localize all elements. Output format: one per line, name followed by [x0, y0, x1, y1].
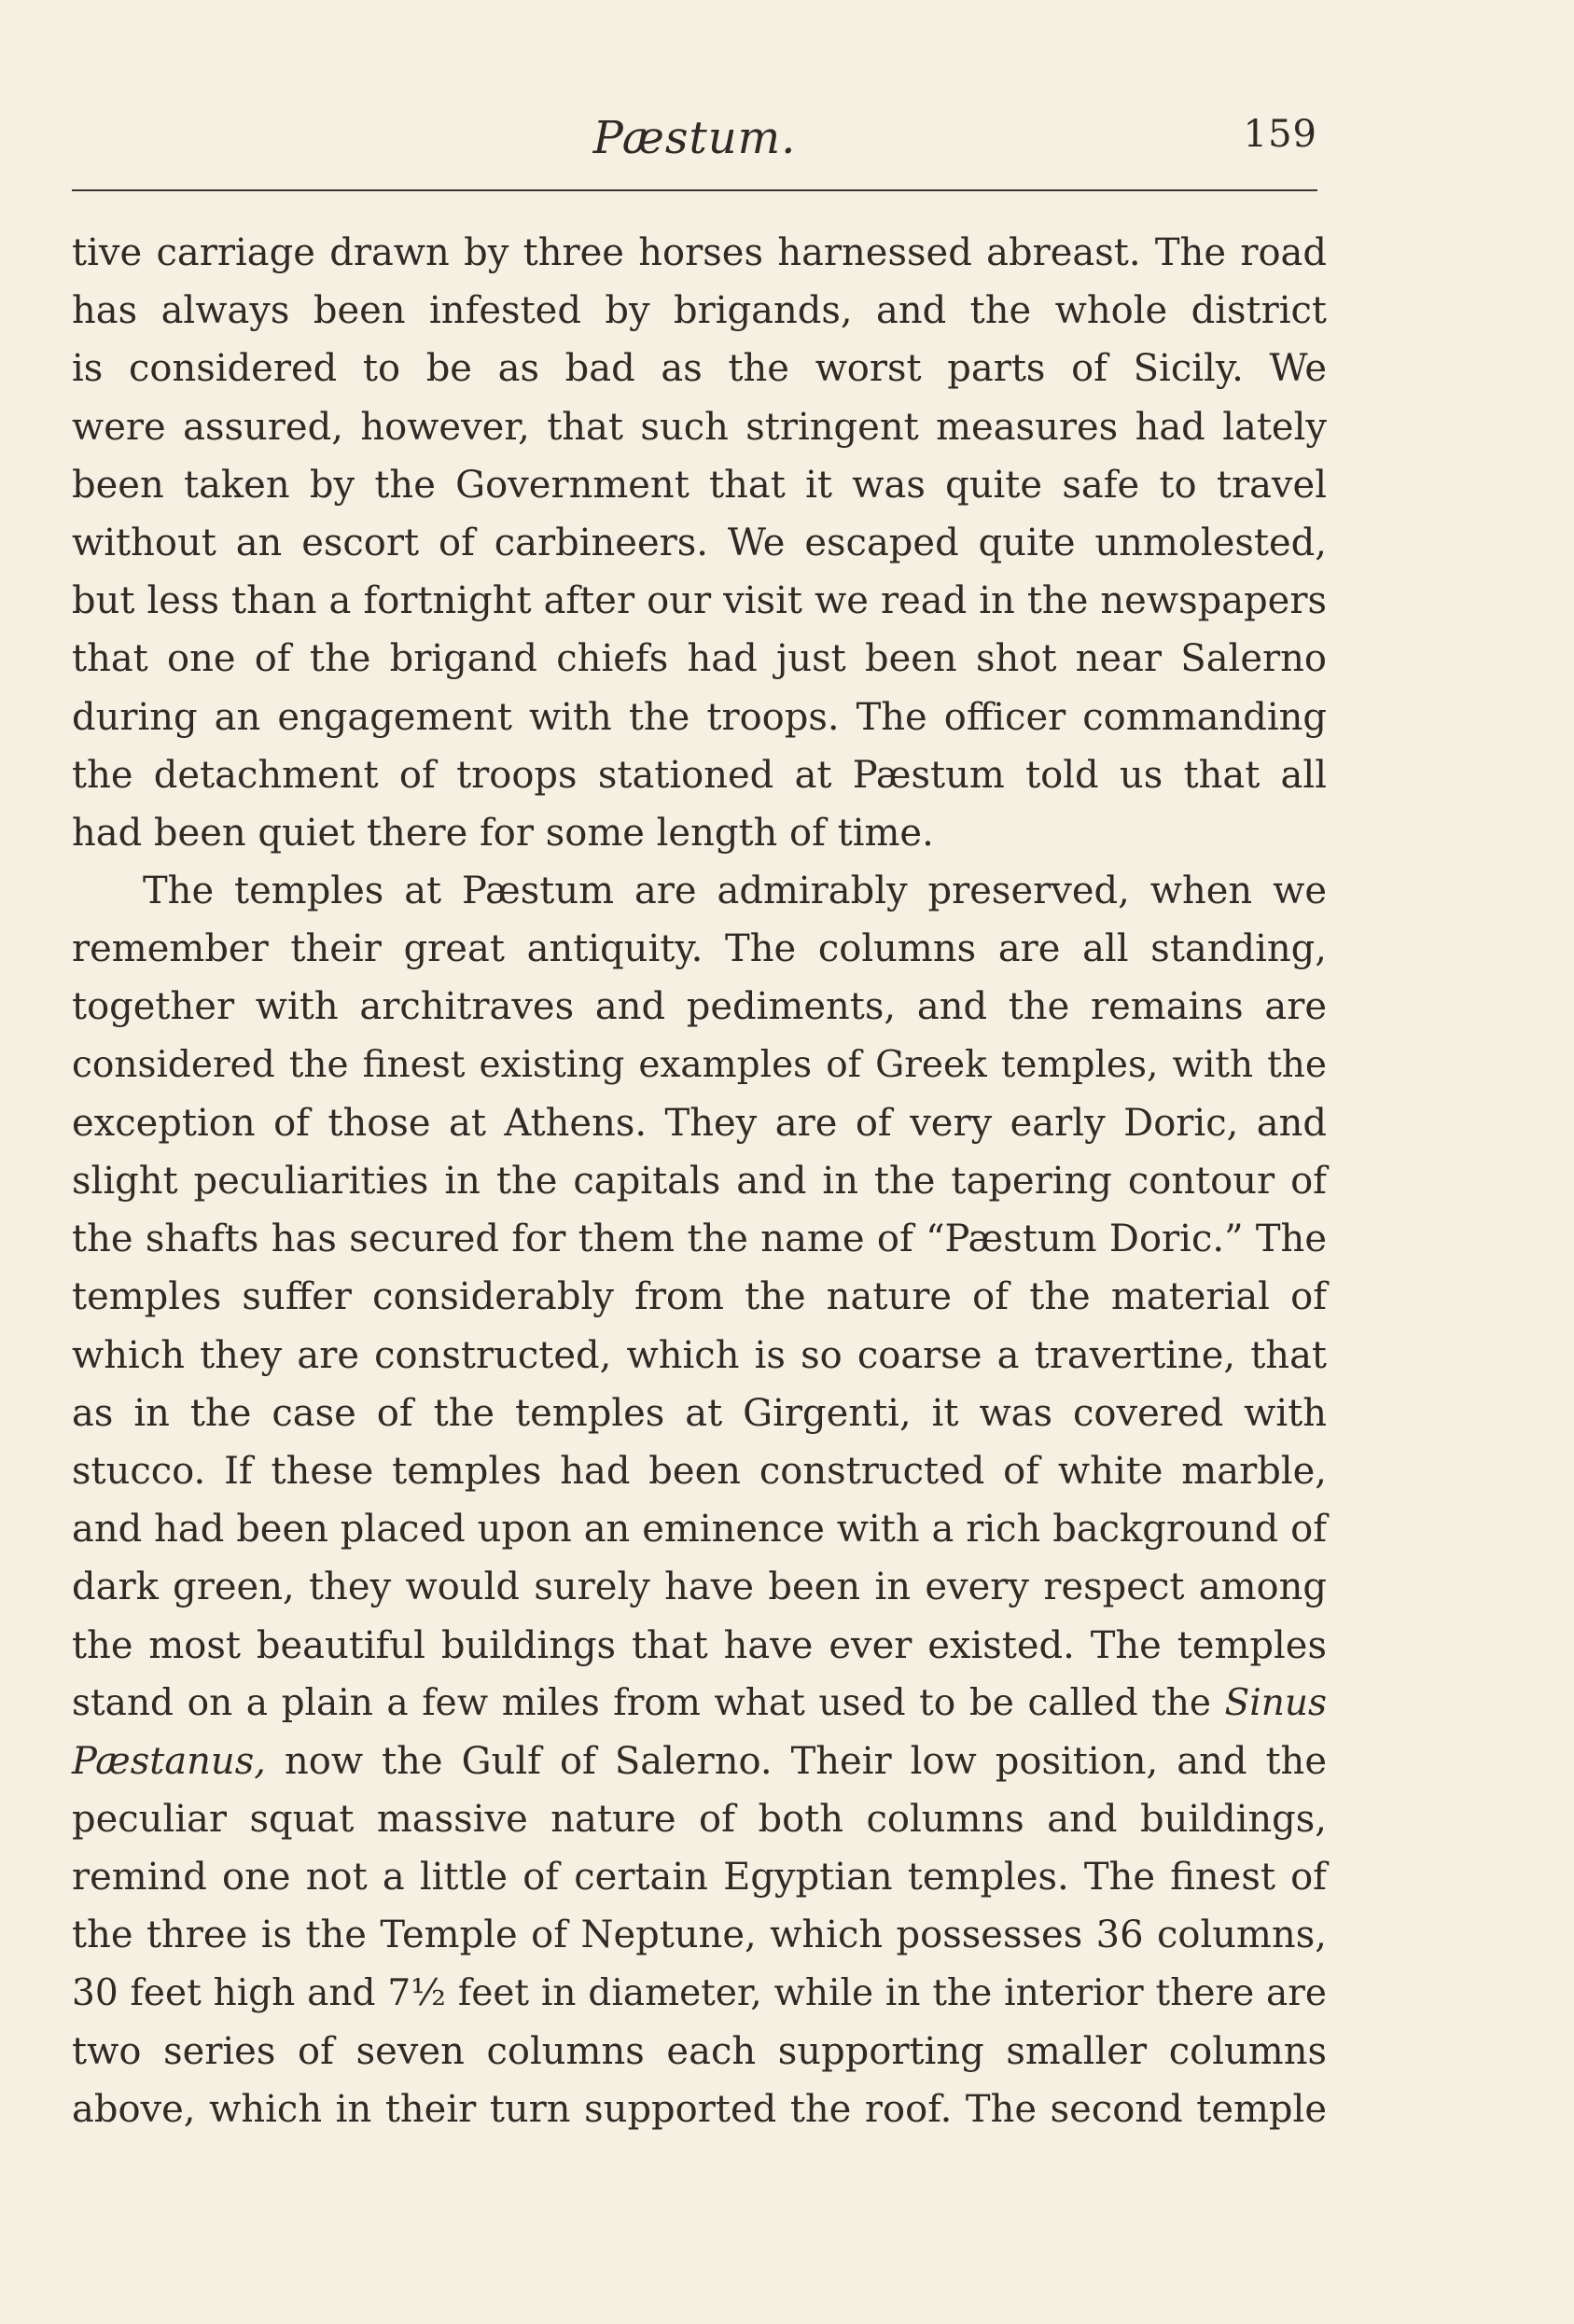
- text-line: is considered to be as bad as the worst parts of Sicily. We: [72, 347, 1327, 391]
- text-line: but less than a fortnight after our visit we read in the newspapers: [72, 579, 1327, 623]
- text-line: slight peculiarities in the capitals and in the tapering contour of: [72, 1160, 1327, 1203]
- text-line: which they are constructed, which is so coarse a travertine, that: [72, 1333, 1327, 1377]
- text-line: and had been placed upon an eminence with a rich background of: [72, 1508, 1327, 1552]
- text-line: 30 feet high and 7½ feet in diameter, while in the interior there are: [72, 1971, 1327, 2014]
- text-line: remind one not a little of certain Egyptian temples. The finest of: [72, 1856, 1327, 1900]
- body-text: [72, 224, 1327, 2138]
- text-line: temples suffer considerably from the nature of the material of: [72, 1275, 1327, 1319]
- text-segment: now the Gulf of Salerno. Their low position, and the: [284, 1739, 1327, 1783]
- text-line: during an engagement with the troops. The officer commanding: [72, 695, 1327, 739]
- text-line: been taken by the Government that it was quite safe to travel: [72, 463, 1327, 507]
- text-line: has always been infested by brigands, and the whole district: [72, 289, 1327, 333]
- text-line: dark green, they would surely have been in every respect among: [72, 1566, 1327, 1609]
- text-line: tive carriage drawn by three horses harnessed abreast. The road: [72, 231, 1327, 274]
- text-line: considered the finest existing examples of Greek temples, with the: [72, 1043, 1327, 1086]
- running-title: Pæstum.: [592, 112, 797, 164]
- italic-term: Pæstanus,: [72, 1739, 266, 1783]
- text-line: peculiar squat massive nature of both columns and buildings,: [72, 1798, 1327, 1842]
- text-line: were assured, however, that such stringent measures had lately: [72, 405, 1327, 449]
- text-segment: stand on a plain a few miles from what used to be called the: [72, 1681, 1211, 1724]
- text-line-with-italic: [72, 1675, 1327, 1733]
- text-line: above, which in their turn supported the roof. The second temple: [72, 2088, 1327, 2131]
- text-line: the shafts has secured for them the name of “Pæstum Doric.” The: [72, 1218, 1327, 1261]
- text-line: the three is the Temple of Neptune, which possesses 36 columns,: [72, 1913, 1327, 1957]
- text-line: stucco. If these temples had been constructed of white marble,: [72, 1449, 1327, 1493]
- text-line: without an escort of carbineers. We escaped quite unmolested,: [72, 521, 1327, 564]
- text-line: The temples at Pæstum are admirably preserved, when we: [143, 870, 1327, 913]
- text-line-with-italic: [72, 1733, 1327, 1790]
- text-line: had been quiet there for some length of time.: [72, 811, 934, 855]
- text-line: the detachment of troops stationed at Pæstum told us that all: [72, 753, 1327, 797]
- text-line: that one of the brigand chiefs had just been shot near Salerno: [72, 637, 1327, 681]
- text-line: remember their great antiquity. The columns are all standing,: [72, 927, 1327, 971]
- text-line: as in the case of the temples at Girgenti, it was covered with: [72, 1391, 1327, 1435]
- italic-term: Sinus: [1224, 1681, 1327, 1724]
- text-line: exception of those at Athens. They are of very early Doric, and: [72, 1101, 1327, 1145]
- text-line: two series of seven columns each supporting smaller columns: [72, 2029, 1327, 2073]
- text-line: together with architraves and pediments, and the remains are: [72, 985, 1327, 1029]
- text-line: the most beautiful buildings that have ever existed. The temples: [72, 1623, 1327, 1667]
- page-header: [72, 101, 1317, 175]
- page-number: 159: [1243, 113, 1317, 156]
- header-rule: [72, 189, 1317, 191]
